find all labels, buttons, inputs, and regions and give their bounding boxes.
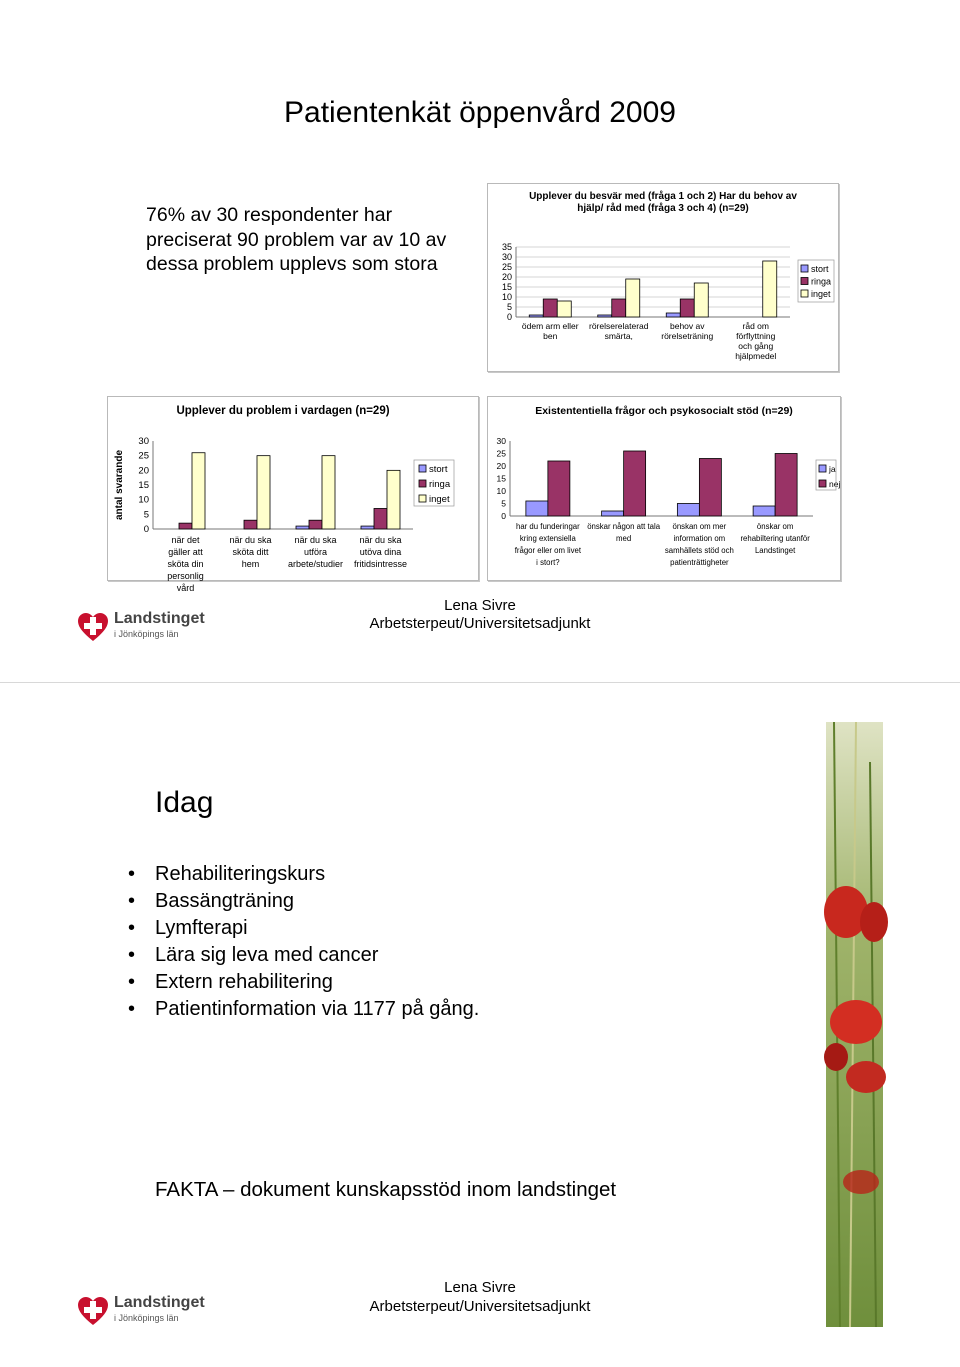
y-axis-title: antal svarande bbox=[114, 449, 125, 521]
x-tick-label: vård bbox=[176, 583, 195, 593]
y-tick-label: 20 bbox=[496, 461, 506, 471]
x-tick-label: när det bbox=[171, 535, 200, 545]
x-tick-label: kring extensiella bbox=[519, 534, 576, 543]
legend-swatch bbox=[801, 265, 808, 272]
list-item: • Rehabiliteringskurs bbox=[128, 861, 479, 888]
y-tick-label: 10 bbox=[138, 494, 149, 506]
x-tick-label: önskar om bbox=[756, 522, 794, 531]
bar bbox=[543, 299, 557, 317]
bar bbox=[387, 470, 400, 529]
footer-role: Arbetsterpeut/Universitetsadjunkt bbox=[369, 1298, 591, 1315]
bar bbox=[192, 453, 205, 529]
chart-existentiella-plot bbox=[488, 397, 840, 580]
footer-name: Lena Sivre bbox=[444, 597, 516, 614]
x-tick-label: utföra bbox=[303, 547, 328, 557]
y-tick-label: 30 bbox=[501, 252, 512, 262]
x-tick-label: rehabiltering utanför bbox=[740, 534, 810, 543]
list-item: • Bassängträning bbox=[128, 888, 479, 915]
bullet-list bbox=[128, 861, 479, 1023]
x-tick-label: och gång bbox=[738, 341, 774, 351]
bar bbox=[526, 501, 548, 516]
x-tick-label: smärta, bbox=[604, 331, 633, 341]
chart-besvar-plot bbox=[488, 184, 838, 371]
page-divider bbox=[0, 682, 960, 683]
legend-swatch bbox=[419, 480, 426, 487]
y-tick-label: 25 bbox=[496, 448, 506, 459]
logo-name: Landstinget bbox=[114, 610, 205, 627]
x-tick-label: information om bbox=[673, 534, 726, 543]
y-tick-label: 25 bbox=[501, 262, 512, 272]
x-tick-label: har du funderingar bbox=[516, 522, 580, 531]
x-tick-label: Landstinget bbox=[754, 546, 796, 555]
x-tick-label: frågor eller om livet bbox=[514, 546, 582, 555]
y-tick-label: 5 bbox=[501, 498, 506, 509]
chart-title: Upplever du besvär med (fråga 1 och 2) Har du behov av hjälp/ råd med (fråga 3 och 4) (n=29) bbox=[529, 191, 797, 214]
x-tick-label: när du ska bbox=[294, 535, 337, 545]
legend-swatch bbox=[419, 465, 426, 472]
legend-label: stort bbox=[811, 264, 829, 274]
legend-label: ringa bbox=[811, 276, 832, 287]
x-tick-label: hem bbox=[241, 559, 260, 569]
list-item: • Patientinformation via 1177 på gång. bbox=[128, 996, 479, 1023]
x-tick-label: sköta din bbox=[167, 559, 204, 569]
bar bbox=[598, 315, 612, 317]
bar bbox=[694, 283, 708, 317]
bar bbox=[602, 511, 624, 516]
footer-name: Lena Sivre bbox=[444, 1279, 516, 1296]
y-tick-label: 10 bbox=[501, 292, 512, 302]
y-tick-label: 0 bbox=[501, 511, 506, 521]
x-tick-label: råd om bbox=[742, 321, 769, 331]
x-tick-label: behov av bbox=[670, 321, 705, 331]
bar bbox=[257, 456, 270, 529]
bar bbox=[666, 313, 680, 317]
legend-label: inget bbox=[811, 289, 831, 299]
bar bbox=[753, 506, 775, 516]
y-tick-label: 30 bbox=[496, 436, 506, 446]
x-tick-label: sköta ditt bbox=[232, 547, 269, 557]
y-tick-label: 0 bbox=[506, 312, 512, 322]
poppy-field-image bbox=[826, 722, 883, 1327]
bar bbox=[775, 454, 797, 517]
bar bbox=[361, 526, 374, 529]
legend-label: ja bbox=[829, 464, 836, 474]
y-tick-label: 15 bbox=[496, 473, 506, 484]
legend-swatch bbox=[819, 480, 826, 487]
x-tick-label: ödem arm eller bbox=[521, 321, 579, 331]
chart-title: Upplever du problem i vardagen (n=29) bbox=[176, 405, 390, 417]
x-tick-label: när du ska bbox=[229, 535, 272, 545]
legend-label: stort bbox=[429, 464, 448, 475]
x-tick-label: gäller att bbox=[168, 547, 203, 557]
list-item: • Lära sig leva med cancer bbox=[128, 942, 479, 969]
chart-existentiella bbox=[487, 396, 841, 581]
x-tick-label: med bbox=[616, 534, 632, 543]
chart-title: Existententiella frågor och psykosocialt stöd (n=29) bbox=[535, 405, 793, 417]
bar bbox=[529, 315, 543, 317]
y-tick-label: 15 bbox=[501, 282, 512, 292]
legend-label: nej bbox=[829, 479, 841, 489]
x-tick-label: samhällets stöd och bbox=[664, 546, 734, 555]
x-tick-label: önskan om mer bbox=[672, 522, 727, 531]
footer-role: Arbetsterpeut/Universitetsadjunkt bbox=[369, 615, 591, 632]
y-tick-label: 30 bbox=[138, 436, 149, 447]
y-tick-label: 5 bbox=[506, 302, 512, 312]
bar bbox=[557, 301, 571, 317]
x-tick-label: hjälpmedel bbox=[735, 351, 777, 361]
intro-text: 76% av 30 respondenter har preciserat 90 problem var av 10 av dessa problem upplevs som stora bbox=[146, 204, 447, 275]
legend-label: inget bbox=[429, 494, 450, 505]
legend-swatch bbox=[419, 495, 426, 502]
x-tick-label: önskar någon att tala bbox=[587, 522, 661, 531]
slide2-title: Idag bbox=[155, 786, 214, 819]
slide-title: Patientenkät öppenvård 2009 bbox=[284, 96, 676, 129]
x-tick-label: rörelseträning bbox=[661, 331, 714, 341]
bar bbox=[624, 451, 646, 516]
logo-subtitle: i Jönköpings län bbox=[114, 1313, 179, 1323]
logo-name: Landstinget bbox=[114, 1294, 205, 1311]
bar bbox=[548, 461, 570, 516]
legend-swatch bbox=[801, 278, 808, 285]
bar bbox=[677, 504, 699, 517]
x-tick-label: ben bbox=[543, 331, 558, 341]
bar bbox=[244, 520, 257, 529]
y-tick-label: 5 bbox=[143, 509, 149, 521]
x-tick-label: fritidsintresse bbox=[353, 559, 408, 569]
x-tick-label: när du ska bbox=[359, 535, 402, 545]
x-tick-label: arbete/studier bbox=[287, 559, 344, 569]
list-item: • Extern rehabilitering bbox=[128, 969, 479, 996]
bar bbox=[763, 261, 777, 317]
bar bbox=[699, 459, 721, 517]
bar bbox=[309, 520, 322, 529]
bar bbox=[179, 523, 192, 529]
logo-subtitle: i Jönköpings län bbox=[114, 629, 179, 639]
chart-besvar bbox=[487, 183, 839, 372]
y-tick-label: 10 bbox=[496, 486, 506, 496]
x-tick-label: utöva dina bbox=[359, 547, 402, 557]
bar bbox=[626, 279, 640, 317]
y-tick-label: 20 bbox=[501, 272, 512, 282]
bar bbox=[296, 526, 309, 529]
x-tick-label: patienträttigheter bbox=[670, 558, 729, 567]
bar bbox=[680, 299, 694, 317]
y-tick-label: 35 bbox=[501, 242, 512, 252]
list-item: • Lymfterapi bbox=[128, 915, 479, 942]
x-tick-label: personlig bbox=[167, 571, 204, 581]
y-tick-label: 25 bbox=[138, 450, 149, 462]
bar bbox=[612, 299, 626, 317]
x-tick-label: förflyttning bbox=[736, 331, 776, 341]
y-tick-label: 0 bbox=[143, 524, 149, 535]
legend-swatch bbox=[819, 465, 826, 472]
y-tick-label: 15 bbox=[138, 480, 149, 491]
y-tick-label: 20 bbox=[138, 465, 149, 477]
bar bbox=[374, 508, 387, 529]
fakta-text: FAKTA – dokument kunskapsstöd inom landstinget bbox=[155, 1178, 617, 1201]
x-tick-label: i stort? bbox=[536, 558, 560, 567]
chart-vardag-plot bbox=[108, 397, 478, 593]
x-tick-label: rörelserelaterad bbox=[588, 321, 649, 331]
legend-label: ringa bbox=[429, 479, 451, 490]
legend-swatch bbox=[801, 290, 808, 297]
bar bbox=[322, 456, 335, 529]
chart-vardag bbox=[107, 396, 479, 593]
